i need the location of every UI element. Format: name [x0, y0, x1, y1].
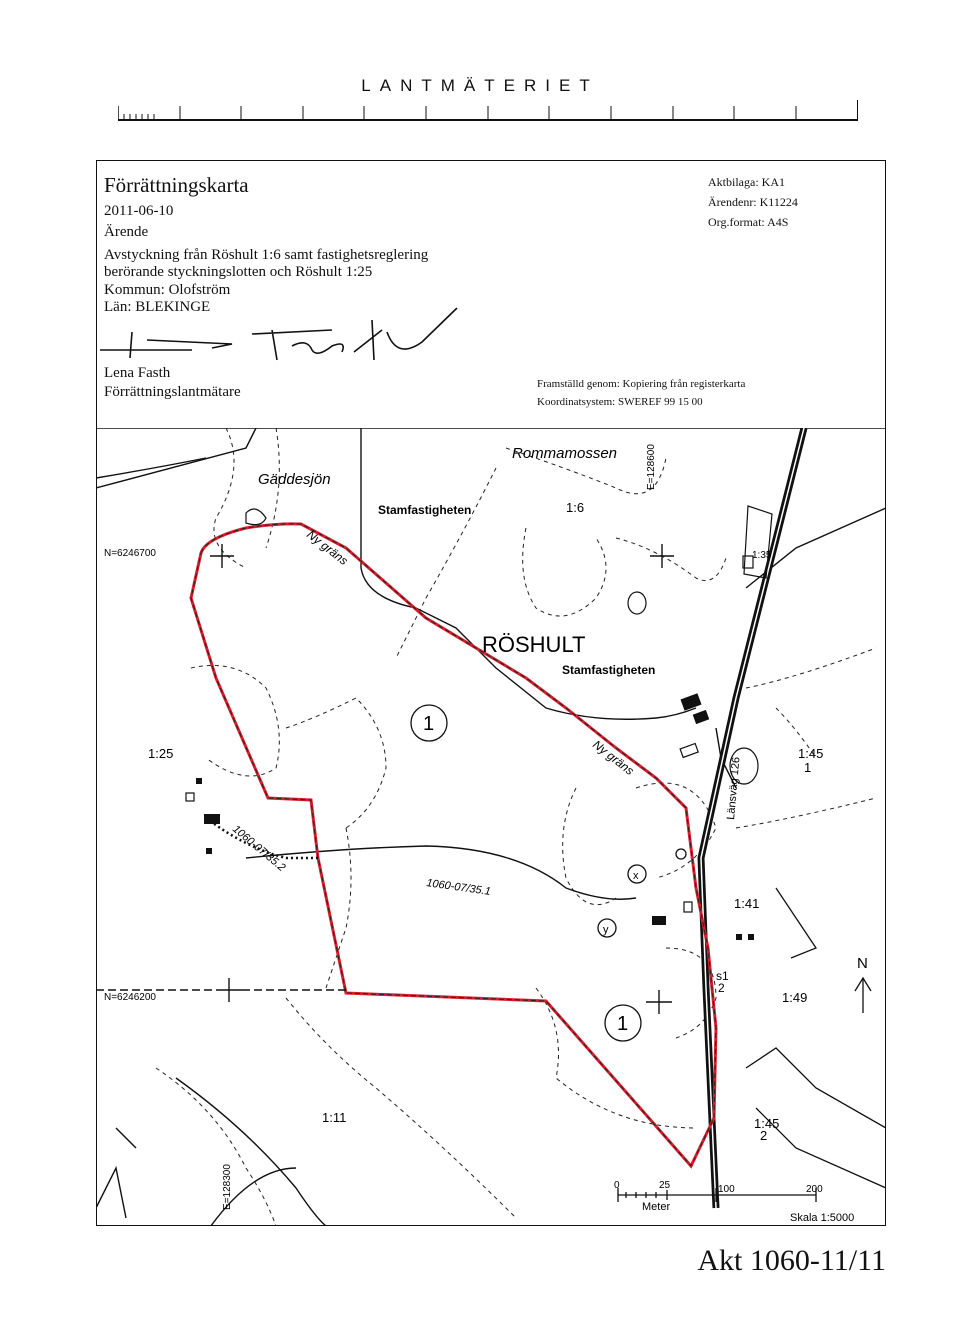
scale-0: 0 [614, 1180, 620, 1191]
label-point-x: x [633, 870, 639, 882]
north-label: N [857, 955, 868, 972]
label-lot-1-35: 1:35 [752, 550, 772, 561]
lan: Län: BLEKINGE [104, 299, 211, 315]
header-ruler [118, 96, 858, 124]
desc-line-1: Avstyckning från Röshult 1:6 samt fastighetsreglering [104, 247, 429, 263]
koordinatsystem: Koordinatsystem: SWEREF 99 15 00 [537, 396, 703, 408]
label-stamfastigheten-2: Stamfastigheten [562, 663, 656, 677]
label-lot-s1-sub: 2 [718, 981, 725, 995]
property-map [96, 428, 886, 1226]
label-rommamossen: Rommamossen [512, 445, 618, 462]
label-circle-1a: 1 [423, 713, 435, 735]
arendenr: Ärendenr: K11224 [708, 195, 798, 209]
label-n-coord-2: N=6246200 [104, 992, 156, 1003]
label-lot-1-45b: 1:45 [754, 1116, 780, 1131]
label-roshult: RÖSHULT [482, 632, 586, 657]
kommun: Kommun: Olofström [104, 282, 231, 298]
doc-date: 2011-06-10 [104, 203, 174, 219]
scale-25: 25 [659, 1180, 671, 1191]
label-lot-1-11: 1:11 [322, 1110, 347, 1125]
signer-name: Lena Fasth [104, 365, 171, 381]
label-lot-1-41: 1:41 [734, 896, 760, 911]
label-point-y: y [603, 924, 609, 936]
label-lot-1-6: 1:6 [566, 500, 585, 515]
label-ny-grans-1: Ny gräns [304, 527, 351, 568]
label-lot-1-45b-sub: 2 [760, 1128, 768, 1143]
label-lot-1-49: 1:49 [782, 990, 808, 1005]
label-lansvag: Länsväg 126 [725, 756, 743, 821]
label-lot-1-25: 1:25 [148, 746, 174, 761]
lantmateriet-brand: LANTMÄTERIET [361, 76, 599, 95]
aktbilaga: Aktbilaga: KA1 [708, 175, 785, 189]
label-ny-grans-2: Ny gräns [590, 737, 637, 778]
scale-unit: Meter [642, 1201, 671, 1213]
arende-label: Ärende [104, 224, 149, 240]
scale-text: Skala 1:5000 [790, 1212, 855, 1224]
label-parcel-35-1: 1060-07/35.1 [425, 877, 492, 898]
desc-line-2: berörande styckningslotten och Röshult 1:25 [104, 264, 373, 280]
signer-role: Förrättningslantmätare [104, 384, 241, 400]
label-n-coord-1: N=6246700 [104, 548, 156, 559]
scale-200: 200 [806, 1184, 823, 1195]
label-lot-s1: s1 [716, 969, 729, 983]
org-format: Org.format: A4S [708, 215, 789, 229]
label-lot-1-45a-sub: 1 [804, 760, 812, 775]
label-parcel-35-2: 1060-07/35.2 [230, 823, 288, 874]
label-e-coord-1: E=128600 [646, 444, 657, 490]
doc-title: Förrättningskarta [104, 173, 249, 197]
label-circle-1b: 1 [617, 1013, 629, 1035]
label-gaddesjon: Gäddesjön [258, 471, 331, 488]
label-stamfastigheten-1: Stamfastigheten [378, 503, 472, 517]
label-e-coord-2: E=128300 [222, 1164, 233, 1210]
akt-number: Akt 1060-11/11 [697, 1244, 886, 1277]
scale-100: 100 [718, 1184, 735, 1195]
label-lot-1-45a: 1:45 [798, 746, 824, 761]
framstalld: Framställd genom: Kopiering från registerkarta [537, 378, 746, 390]
